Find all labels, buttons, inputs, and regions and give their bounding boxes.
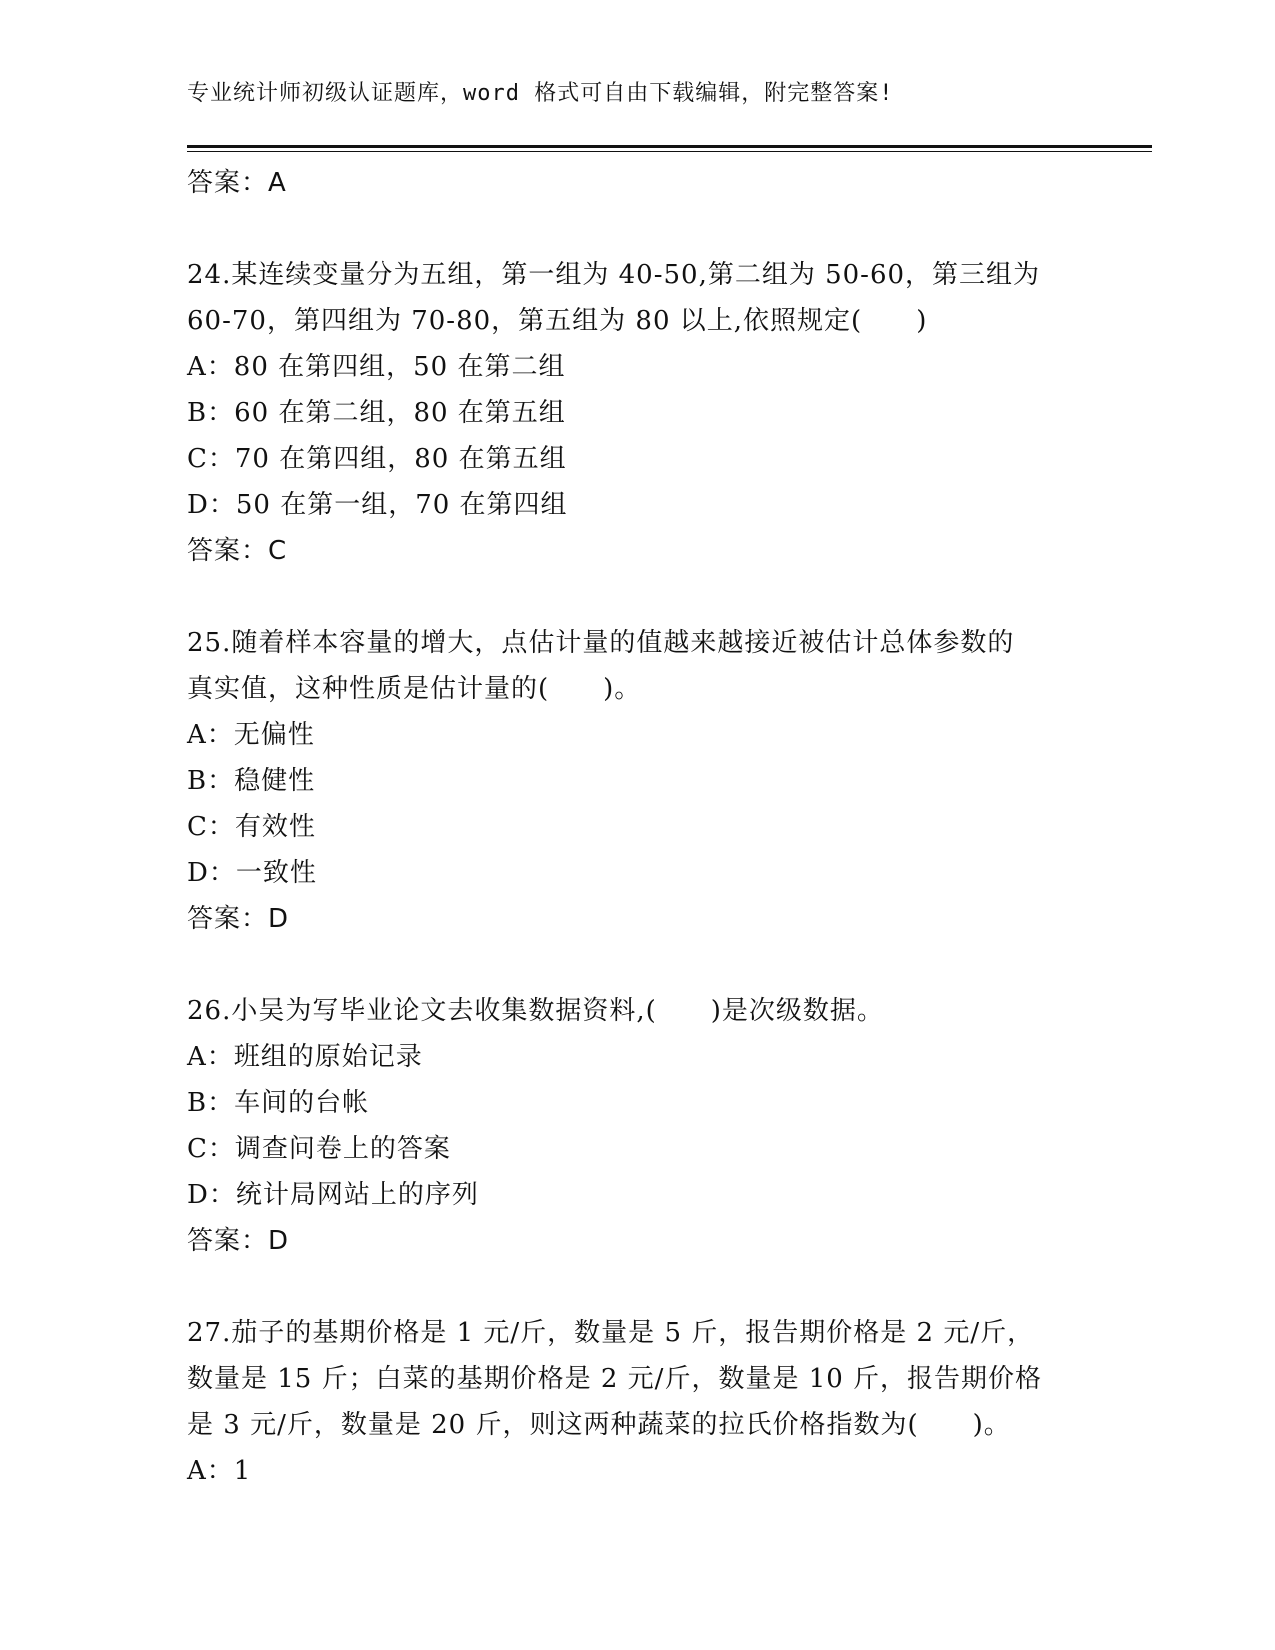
question-stem-line: 数量是 15 斤；白菜的基期价格是 2 元/斤，数量是 10 斤，报告期价格 [187,1364,1043,1394]
question-stem-line: 24.某连续变量分为五组，第一组为 40-50,第二组为 50-60，第三组为 [187,260,1041,290]
spacer [187,942,1087,988]
spacer [187,574,1087,620]
question-stem-line: 60-70，第四组为 70-80，第五组为 80 以上,依照规定( ) [187,306,928,336]
option-b: B：车间的台帐 [187,1088,370,1118]
header-rule-thin [187,151,1152,152]
option-c: C：调查问卷上的答案 [187,1134,451,1164]
option-a: A：80 在第四组，50 在第二组 [187,352,566,382]
header-rule-thick [187,145,1152,148]
option-a: A：班组的原始记录 [187,1042,423,1072]
question-stem-line: 25.随着样本容量的增大，点估计量的值越来越接近被估计总体参数的 [187,628,1015,658]
option-a: A：无偏性 [187,720,315,750]
option-d: D：统计局网站上的序列 [187,1180,479,1210]
option-d: D：一致性 [187,858,317,888]
answer-previous: 答案：A [187,168,287,198]
option-d: D：50 在第一组，70 在第四组 [187,490,568,520]
question-stem-line: 真实值，这种性质是估计量的( )。 [187,674,642,704]
question-26 [187,988,1087,1264]
option-c: C：有效性 [187,812,316,842]
spacer [187,1264,1087,1310]
question-stem-line: 26.小吴为写毕业论文去收集数据资料,( )是次级数据。 [187,996,884,1026]
question-25 [187,620,1087,942]
answer: 答案：C [187,536,288,566]
page-header: 专业统计师初级认证题库，word 格式可自由下载编辑，附完整答案! [187,81,894,106]
answer: 答案：D [187,1226,290,1256]
option-b: B：60 在第二组，80 在第五组 [187,398,566,428]
question-stem-line: 是 3 元/斤，数量是 20 斤，则这两种蔬菜的拉氏价格指数为( )。 [187,1410,1011,1440]
answer: 答案：D [187,904,290,934]
option-b: B：稳健性 [187,766,316,796]
option-c: C：70 在第四组，80 在第五组 [187,444,567,474]
question-24 [187,252,1087,574]
spacer [187,206,1087,252]
question-27 [187,1310,1087,1494]
question-stem-line: 27.茄子的基期价格是 1 元/斤，数量是 5 斤，报告期价格是 2 元/斤， [187,1318,1035,1348]
option-a: A：1 [187,1456,252,1486]
document-content [187,160,1087,1494]
